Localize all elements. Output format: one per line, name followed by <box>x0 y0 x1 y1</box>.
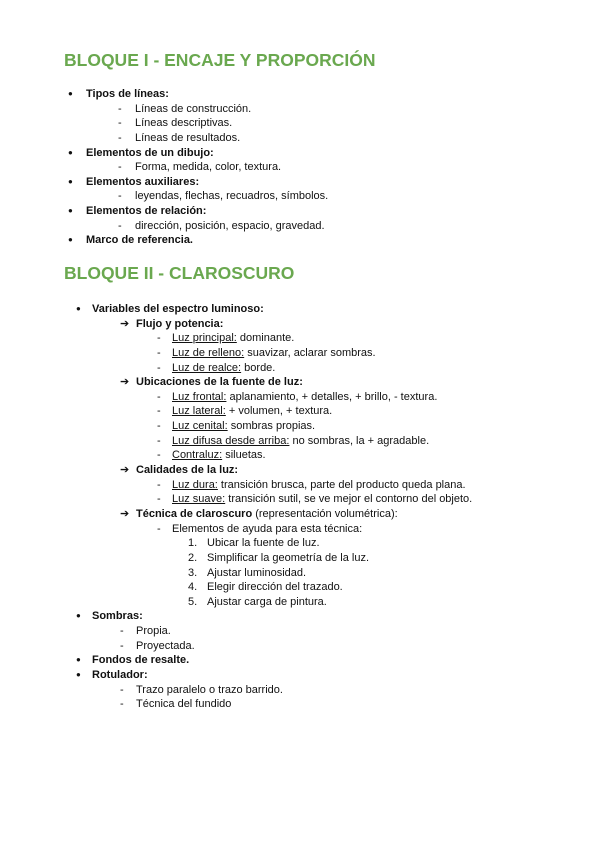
item-text <box>135 219 325 234</box>
item-text <box>172 434 429 449</box>
list-item <box>0 375 600 390</box>
item-text <box>92 668 148 683</box>
item-description: transición sutil, se ve mejor el contorno del objeto. <box>225 493 473 506</box>
item-description: Ajustar carga de pintura. <box>207 595 327 608</box>
dash-icon: - <box>118 219 122 232</box>
bullet-icon: ● <box>68 176 73 186</box>
item-description: dominante. <box>236 332 295 345</box>
item-text <box>172 390 437 405</box>
item-heading: Ubicaciones de la fuente de luz: <box>136 376 303 389</box>
list-item <box>0 404 600 419</box>
item-text <box>135 189 328 204</box>
item-description: Líneas de resultados. <box>135 131 241 144</box>
item-description: Ajustar luminosidad. <box>207 566 307 579</box>
item-text <box>207 580 343 595</box>
bullet-icon: ● <box>76 304 81 313</box>
item-description: Técnica del fundido <box>136 698 232 711</box>
section-title-bloque-1: BLOQUE I - ENCAJE Y PROPORCIÓN <box>64 50 376 70</box>
dash-icon: - <box>157 390 161 403</box>
item-term: Luz de relleno: <box>172 346 245 359</box>
item-text <box>92 302 264 317</box>
item-term: Luz lateral: <box>172 405 226 418</box>
item-heading: Elementos de relación: <box>86 205 207 218</box>
list-item <box>0 102 600 117</box>
list-item <box>0 566 600 581</box>
dash-icon: - <box>157 405 161 418</box>
list-item <box>0 595 600 610</box>
item-description: Simplificar la geometría de la luz. <box>207 551 370 564</box>
list-item <box>0 175 600 190</box>
list-item <box>0 160 600 175</box>
list-item <box>0 131 600 146</box>
list-item <box>0 302 600 317</box>
item-term: Luz difusa desde arriba: <box>172 434 290 447</box>
dash-icon: - <box>120 698 124 711</box>
item-description: no sombras, la + agradable. <box>289 434 430 447</box>
item-text <box>92 653 189 668</box>
list-item <box>0 331 600 346</box>
list-number: 5. <box>188 595 198 608</box>
item-text <box>86 204 206 219</box>
item-text <box>136 317 223 332</box>
item-description: Ubicar la fuente de luz. <box>207 537 320 550</box>
item-description: + volumen, + textura. <box>225 405 333 418</box>
bullet-icon: ● <box>68 147 73 157</box>
bullet-icon: ● <box>68 89 73 98</box>
list-item <box>0 87 600 102</box>
item-text <box>207 551 369 566</box>
item-text <box>172 522 362 537</box>
item-text <box>136 507 398 522</box>
item-text <box>207 595 327 610</box>
list-number: 4. <box>188 581 198 594</box>
list-item <box>0 219 600 234</box>
bullet-icon: ● <box>76 655 81 665</box>
item-text <box>172 492 472 507</box>
list-number: 1. <box>188 537 198 550</box>
list-item <box>0 697 600 712</box>
item-text <box>172 419 315 434</box>
list-item <box>0 522 600 537</box>
list-item <box>0 492 600 507</box>
item-term: Luz principal: <box>172 332 237 345</box>
item-description: siluetas. <box>222 449 266 462</box>
list-number: 3. <box>188 566 198 579</box>
list-item <box>0 346 600 361</box>
item-text <box>172 346 376 361</box>
item-description: leyendas, flechas, recuadros, símbolos. <box>135 190 329 203</box>
item-text <box>172 361 275 376</box>
item-text <box>207 566 306 581</box>
bullet-icon: ● <box>76 670 81 680</box>
item-description: Forma, medida, color, textura. <box>135 161 282 174</box>
bullet-icon: ● <box>68 235 73 245</box>
item-heading: Elementos de un dibujo: <box>86 146 214 159</box>
list-item <box>0 536 600 551</box>
bullet-icon: ● <box>76 611 81 621</box>
list-item <box>0 434 600 449</box>
item-text <box>136 683 283 698</box>
item-text <box>172 478 466 493</box>
dash-icon: - <box>157 420 161 433</box>
item-description: transición brusca, parte del producto queda plana. <box>217 478 466 491</box>
arrow-right-icon: ➔ <box>120 376 130 389</box>
item-text <box>135 102 251 117</box>
item-heading: Rotulador: <box>92 669 148 682</box>
arrow-right-icon: ➔ <box>120 464 130 477</box>
item-text <box>135 131 240 146</box>
list-item <box>0 448 600 463</box>
item-description: Trazo paralelo o trazo barrido. <box>136 683 283 696</box>
item-text <box>86 233 193 248</box>
item-term: Luz suave: <box>172 493 226 506</box>
list-item <box>0 478 600 493</box>
item-text <box>172 331 294 346</box>
list-item <box>0 419 600 434</box>
list-item <box>0 189 600 204</box>
list-item <box>0 233 600 248</box>
dash-icon: - <box>118 161 122 174</box>
dash-icon: - <box>157 434 161 447</box>
dash-icon: - <box>118 131 122 144</box>
list-item <box>0 580 600 595</box>
list-item <box>0 624 600 639</box>
arrow-right-icon: ➔ <box>120 317 130 330</box>
item-description: sombras propias. <box>227 420 316 433</box>
item-heading: Tipos de líneas: <box>86 88 169 100</box>
dash-icon: - <box>157 361 161 374</box>
dash-icon: - <box>157 449 161 462</box>
item-description: Proyectada. <box>136 639 195 652</box>
item-text <box>135 160 281 175</box>
item-description: Elementos de ayuda para esta técnica: <box>172 522 363 535</box>
list-item <box>0 390 600 405</box>
list-item <box>0 668 600 683</box>
item-description: (representación volumétrica): <box>252 507 398 520</box>
item-description: Líneas de construcción. <box>135 102 252 115</box>
section-list-bloque-1 <box>0 87 600 248</box>
dash-icon: - <box>118 102 122 115</box>
item-description: dirección, posición, espacio, gravedad. <box>135 219 325 232</box>
dash-icon: - <box>157 493 161 506</box>
dash-icon: - <box>118 117 122 130</box>
list-number: 2. <box>188 551 198 564</box>
dash-icon: - <box>157 522 161 535</box>
item-heading: Fondos de resalte. <box>92 654 190 667</box>
dash-icon: - <box>118 190 122 203</box>
item-heading: Elementos auxiliares: <box>86 175 200 188</box>
item-heading: Variables del espectro luminoso: <box>92 303 264 315</box>
dash-icon: - <box>120 639 124 652</box>
list-item <box>0 317 600 332</box>
dash-icon: - <box>157 478 161 491</box>
item-term: Luz cenital: <box>172 420 228 433</box>
item-heading: Flujo y potencia: <box>136 317 224 330</box>
item-text <box>136 697 231 712</box>
dash-icon: - <box>120 625 124 638</box>
item-term: Contraluz: <box>172 449 223 462</box>
list-item <box>0 507 600 522</box>
list-item <box>0 361 600 376</box>
item-text <box>86 146 214 161</box>
section-list-bloque-2 <box>0 302 600 712</box>
item-description: suavizar, aclarar sombras. <box>244 346 376 359</box>
list-item <box>0 116 600 131</box>
item-description: Elegir dirección del trazado. <box>207 581 343 594</box>
list-item <box>0 639 600 654</box>
list-item <box>0 683 600 698</box>
item-description: borde. <box>241 361 276 374</box>
item-description: Líneas descriptivas. <box>135 117 233 130</box>
item-text <box>207 536 320 551</box>
item-text <box>172 404 332 419</box>
dash-icon: - <box>157 346 161 359</box>
list-item <box>0 146 600 161</box>
item-term: Luz de realce: <box>172 361 242 374</box>
item-text <box>136 463 238 478</box>
item-description: Propia. <box>136 625 171 638</box>
item-term: Luz frontal: <box>172 390 227 403</box>
item-term: Luz dura: <box>172 478 218 491</box>
item-heading: Marco de referencia. <box>86 234 193 247</box>
item-text <box>172 448 266 463</box>
dash-icon: - <box>120 683 124 696</box>
item-text <box>136 624 171 639</box>
list-item <box>0 463 600 478</box>
item-text <box>136 375 303 390</box>
item-heading: Técnica de claroscuro <box>136 507 253 520</box>
list-item <box>0 609 600 624</box>
list-item <box>0 653 600 668</box>
item-description: aplanamiento, + detalles, + brillo, - textura. <box>226 390 438 403</box>
item-text <box>92 609 143 624</box>
item-text <box>86 87 169 102</box>
item-text <box>135 116 232 131</box>
arrow-right-icon: ➔ <box>120 507 130 520</box>
section-title-bloque-2: BLOQUE II - CLAROSCURO <box>64 263 295 283</box>
item-text <box>136 639 195 654</box>
list-item <box>0 204 600 219</box>
list-item <box>0 551 600 566</box>
item-heading: Calidades de la luz: <box>136 464 239 477</box>
bullet-icon: ● <box>68 206 73 216</box>
item-text <box>86 175 199 190</box>
dash-icon: - <box>157 332 161 345</box>
item-heading: Sombras: <box>92 610 143 623</box>
